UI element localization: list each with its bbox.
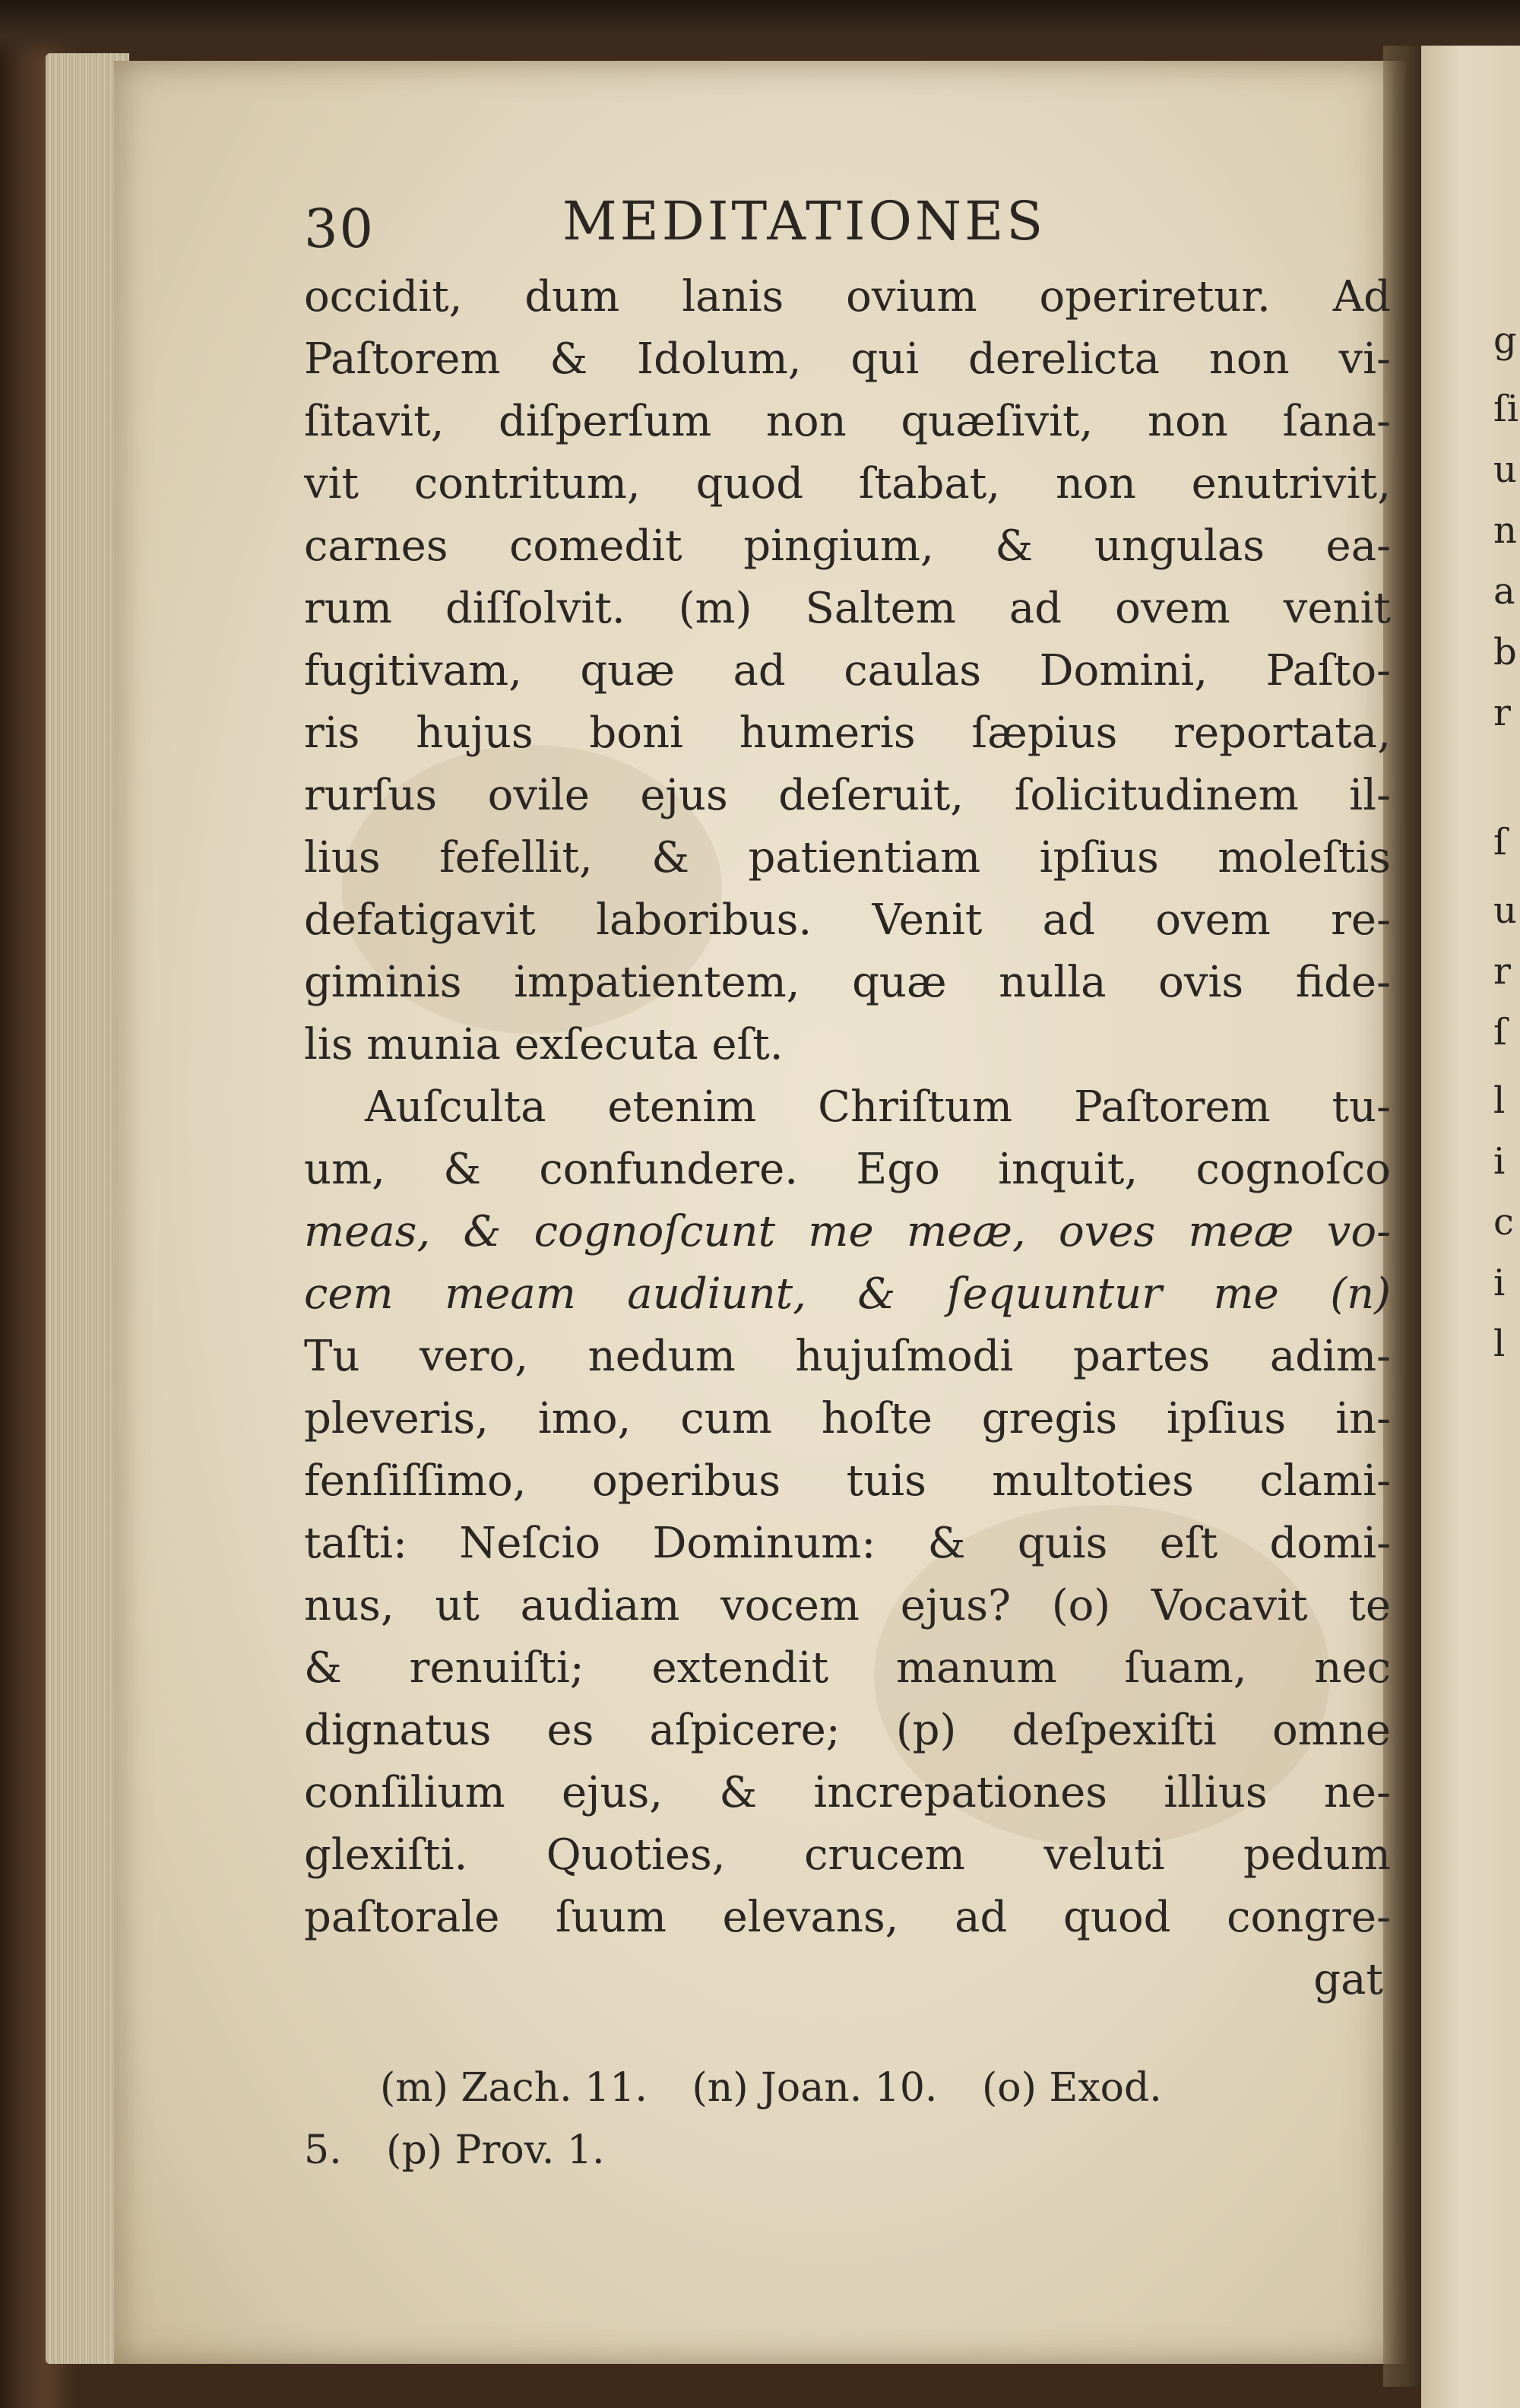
footnote: (p) Prov. 1.	[386, 2128, 605, 2173]
facing-page-letter: l	[1493, 1079, 1506, 1122]
body-line: conſilium ejus, & increpationes illius ne-	[304, 1768, 1391, 1817]
facing-page-letter: ſ	[1493, 821, 1507, 863]
body-line: glexiſti. Quoties, crucem veluti pedum	[304, 1830, 1391, 1880]
body-line: lius fefellit, & patientiam ipſius moleſtis	[304, 833, 1391, 882]
body-line: ſitavit, diſperſum non quæſivit, non ſana-	[304, 397, 1391, 446]
body-line: occidit, dum lanis ovium operiretur. Ad	[304, 272, 1391, 322]
body-line-italic: meas, & cognoſcunt me meæ, oves meæ vo-	[304, 1207, 1391, 1256]
body-line: fugitivam, quæ ad caulas Domini, Paſto-	[304, 646, 1391, 695]
body-line: pleveris, imo, cum hoſte gregis ipſius in-	[304, 1394, 1391, 1443]
page-number: 30	[304, 198, 375, 260]
body-line: dignatus es aſpicere; (p) deſpexiſti omne	[304, 1706, 1391, 1755]
body-line: defatigavit laboribus. Venit ad ovem re-	[304, 895, 1391, 945]
facing-page-letter: n	[1493, 509, 1517, 552]
footnote: 5.	[304, 2128, 342, 2173]
body-line: um, & confundere. Ego inquit, cognoſco	[304, 1145, 1391, 1194]
facing-page-letter: ſi	[1493, 388, 1519, 430]
footnote: (m) Zach. 11.	[380, 2065, 648, 2111]
footnotes	[304, 2057, 1391, 2181]
top-shadow	[0, 0, 1520, 61]
body-line: rum diſſolvit. (m) Saltem ad ovem venit	[304, 584, 1391, 633]
body-line: ris hujus boni humeris ſæpius reportata,	[304, 708, 1391, 758]
body-line: fenſiſſimo, operibus tuis multoties clami-	[304, 1456, 1391, 1506]
body-line: lis munia exſecuta eſt.	[304, 1020, 784, 1069]
body-line: vit contritum, quod ſtabat, non enutrivit,	[304, 459, 1391, 509]
facing-page-letter: a	[1493, 570, 1515, 613]
facing-page-letter: i	[1493, 1262, 1506, 1304]
body-line: paſtorale ſuum elevans, ad quod congre-	[304, 1893, 1391, 1942]
facing-page	[1421, 46, 1520, 2408]
body-line: giminis impatientem, quæ nulla ovis fide-	[304, 958, 1391, 1007]
footnote: (o) Exod.	[981, 2065, 1162, 2111]
body-line: Tu vero, nedum hujuſmodi partes adim-	[304, 1332, 1391, 1381]
body-line: taſti: Neſcio Dominum: & quis eſt domi-	[304, 1519, 1391, 1568]
footnote-line	[304, 2057, 1391, 2119]
text-block	[304, 182, 1391, 2181]
footnote: (n) Joan. 10.	[692, 2065, 938, 2111]
catchword: gat	[1313, 1955, 1383, 2004]
page-header	[304, 182, 1391, 266]
body-line: carnes comedit pingium, & ungulas ea-	[304, 521, 1391, 571]
facing-page-letter: i	[1493, 1140, 1506, 1183]
facing-page-letter: c	[1493, 1201, 1514, 1244]
body-line: nus, ut audiam vocem ejus? (o) Vocavit te	[304, 1581, 1391, 1630]
facing-page-letter: u	[1493, 889, 1517, 932]
footnote-line	[304, 2119, 1391, 2181]
body-line: & renuiſti; extendit manum ſuam, nec	[304, 1643, 1391, 1693]
body-line-italic: cem meam audiunt, & ſequuntur me (n)	[304, 1269, 1391, 1319]
facing-page-letter: r	[1493, 692, 1511, 734]
body-line: rurſus ovile ejus deſeruit, ſolicitudinem il-	[304, 771, 1391, 820]
facing-page-letter: ſ	[1493, 1011, 1507, 1054]
body-line: Paſtorem & Idolum, qui derelicta non vi-	[304, 334, 1391, 384]
running-head: MEDITATIONES	[562, 190, 1047, 252]
facing-page-letter: b	[1493, 631, 1517, 673]
body-line: Auſculta etenim Chriſtum Paſtorem tu-	[365, 1082, 1391, 1132]
facing-page-letter: r	[1493, 950, 1511, 993]
facing-page-letter: g	[1493, 319, 1517, 362]
facing-page-letter: u	[1493, 448, 1517, 491]
facing-page-letter: l	[1493, 1323, 1506, 1365]
